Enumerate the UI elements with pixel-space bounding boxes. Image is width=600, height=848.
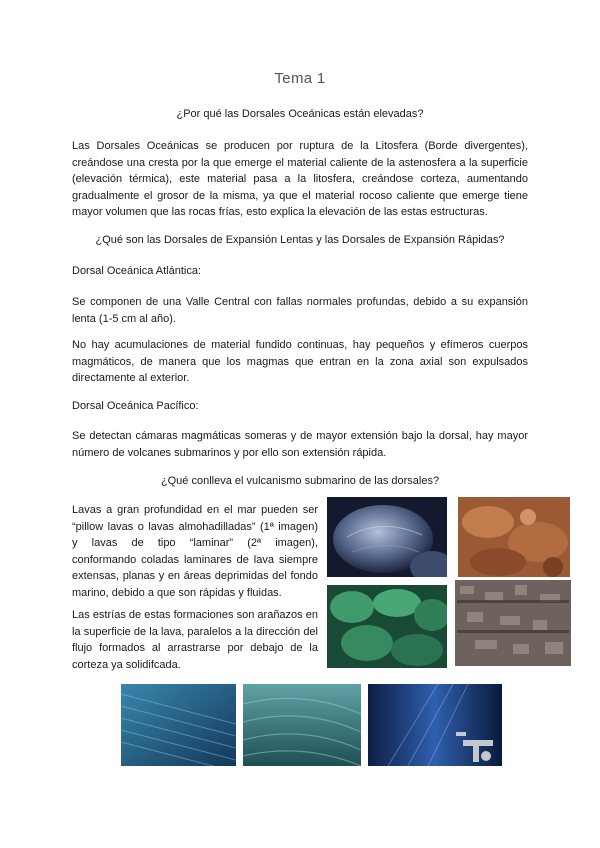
- heading-pacific: Dorsal Oceánica Pacífico:: [72, 400, 199, 412]
- question-elevation: ¿Por qué las Dorsales Oceánicas están elevadas?: [176, 108, 424, 120]
- paragraph-estrias: Las estrías de estas formaciones son arañazos en la superficie de la lava, paralelos a la dirección del flujo formados al arrastrarse por debajo de la corteza ya solidifcada.: [72, 609, 318, 671]
- paragraph-elevation: Las Dorsales Oceánicas se producen por ruptura de la Litosfera (Borde divergentes), creándose una cresta por la que emerge el material caliente de la astenosfera a la superficie (elevación térmica), este material pasa a la litosfera, creándose corteza, aumentando gradualmente el grosor de la misma, ya que el material rocoso caliente que emerge tiene mayor volumen que las rocas frías, esto explica la elevación de las estas estructuras.: [72, 140, 528, 219]
- paragraph-pacific: Se detectan cámaras magmáticas someras y de mayor extensión bajo la dorsal, hay mayor número de volcanes submarinos y por ello son extensión rápida.: [72, 430, 528, 459]
- heading-atlantic: Dorsal Oceánica Atlántica:: [72, 265, 202, 277]
- paragraph-lavas: Lavas a gran profundidad en el mar pueden ser “pillow lavas o lavas almohadilladas” (1ª imagen) y lavas de tipo “laminar” (2ª imagen), conformando coladas laminares de lava siempre extensas, planas y en áreas deprimidas del fondo marino, debido a que son rápidas y fluidas.: [72, 504, 318, 599]
- page-title: Tema 1: [274, 70, 326, 87]
- question-volcanism: ¿Qué conlleva el vulcanismo submarino de las dorsales?: [160, 475, 440, 487]
- paragraph-atlantic-valley: Se componen de una Valle Central con fallas normales profundas, debido a su expansión lenta (1-5 cm al año).: [72, 296, 528, 325]
- photo-teal-sheet: [243, 684, 361, 766]
- photo-gray-rubble: [455, 580, 571, 666]
- paragraph-atlantic-magma: No hay acumulaciones de material fundido continuas, hay pequeños y efímeros cuerpos magmáticos, de manera que los magmas que entran en la zona axial son expulsados directamente al exterior.: [72, 339, 528, 385]
- photo-rusty-lava: [458, 497, 570, 577]
- photo-pillow-lava: [327, 497, 447, 577]
- photo-green-pillows: [327, 585, 447, 668]
- photo-blue-striated: [121, 684, 236, 766]
- question-expansion: ¿Qué son las Dorsales de Expansión Lentas y las Dorsales de Expansión Rápidas?: [95, 234, 505, 246]
- photo-deep-sea-equipment: [368, 684, 502, 766]
